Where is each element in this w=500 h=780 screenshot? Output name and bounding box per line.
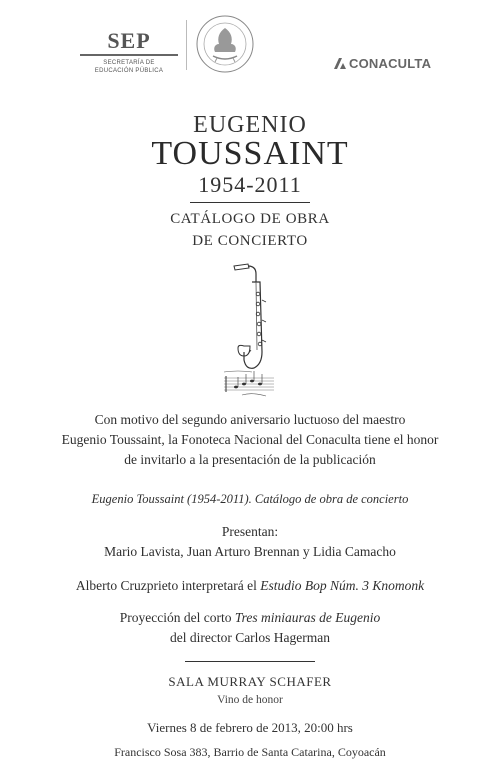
presenters-label: Presentan: (221, 524, 279, 539)
conaculta-logo-text: CONACULTA (349, 56, 432, 71)
catalog-title-line-2: DE CONCIERTO (192, 233, 308, 249)
invitation-line-3: de invitarlo a la presentación de la publicación (124, 452, 376, 467)
sep-logo-subtitle-1: SECRETARÍA DE (103, 60, 155, 66)
performance-text: Alberto Cruzprieto interpretará el (75, 578, 261, 593)
projection-line-1 (0, 608, 500, 628)
sep-logo (80, 30, 178, 75)
presenters-block (0, 522, 500, 562)
title-years: 1954-2011 (198, 172, 302, 197)
sep-logo-text: SEP (107, 28, 151, 53)
mexican-coat-of-arms-icon (195, 14, 255, 74)
publication-title: Eugenio Toussaint (1954-2011). Catálogo de obra de concierto (91, 492, 409, 506)
projection-block (0, 608, 500, 648)
invitation-line-1: Con motivo del segundo aniversario luctuoso del maestro (94, 412, 406, 427)
presenters-names: Mario Lavista, Juan Arturo Brennan y Lidia Camacho (104, 544, 396, 559)
venue-name: SALA MURRAY SCHAFER (168, 674, 332, 689)
header-divider (186, 20, 187, 70)
performance-work: Estudio Bop Núm. 3 Knomonk (260, 578, 425, 593)
saxophone-drawing-icon (218, 260, 282, 400)
footer-rule (185, 661, 315, 662)
header (0, 0, 500, 90)
title-rule (190, 202, 310, 203)
projection-film-title: Tres miniauras de Eugenio (234, 610, 381, 625)
event-date: Viernes 8 de febrero de 2013, 20:00 hrs (147, 720, 353, 735)
wine-note: Vino de honor (217, 694, 283, 706)
projection-text: Proyección del corto (119, 610, 235, 625)
conaculta-logo (333, 56, 443, 72)
sep-logo-subtitle-2: EDUCACIÓN PÚBLICA (94, 68, 164, 74)
title-first-name: EUGENIO (193, 112, 307, 138)
sep-logo-rule (80, 54, 178, 56)
invitation-paragraph (0, 410, 500, 470)
title-last-name: TOUSSAINT (151, 135, 349, 172)
projection-director: del director Carlos Hagerman (169, 630, 331, 645)
invitation-line-2: Eugenio Toussaint, la Fonoteca Nacional del Conaculta tiene el honor (61, 432, 439, 447)
conaculta-logo-icon (333, 57, 349, 70)
catalog-title-line-1: CATÁLOGO DE OBRA (170, 211, 330, 227)
performance-line (0, 576, 500, 596)
event-address: Francisco Sosa 383, Barrio de Santa Catarina, Coyoacán (114, 745, 386, 759)
